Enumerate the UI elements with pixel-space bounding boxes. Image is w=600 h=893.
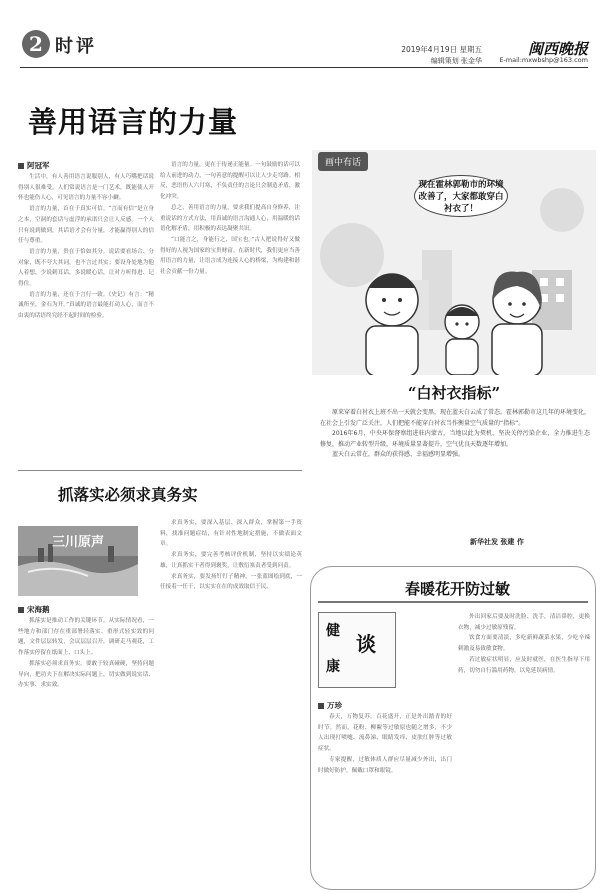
paragraph: 语言的力量，首在于真实可信。“言而有信”是立身之本，空洞的套话与虚浮的承诺只会让人反感。一个人只有说到做到，其话语才会有分量，才能赢得别人的信任与尊重。 <box>18 206 154 245</box>
health-column-1 <box>318 712 452 882</box>
comic-caption <box>320 408 590 461</box>
paragraph: 求真务实，要深入基层、深入群众，掌握第一手资料，找准问题症结，有针对性地制定措施，不做表面文章。 <box>160 520 302 548</box>
lead-byline: 阿冠军 <box>18 160 50 171</box>
second-byline: 宋海鹅 <box>18 604 50 615</box>
paragraph: 2016年6月，中央环保督察组进驻内蒙古，当地以此为契机，坚决关停污染企业，全力推进生态修复，推动产业转型升级，环境质量显著提升，空气优良天数逐年增加。 <box>320 430 590 448</box>
lead-column-1 <box>18 172 154 462</box>
paragraph: 语言的力量，更在于传递正能量。一句鼓励的话可以给人前进的动力，一句善意的提醒可以让人少走弯路。相反，恶语伤人六月寒，不负责任的言论只会制造矛盾、激化冲突。 <box>160 162 300 201</box>
paragraph: 求真务实，要完善考核评价机制，坚持以实绩论英雄，让真抓实干者得到褒奖，让敷衍塞责者受到问责。 <box>160 552 302 569</box>
paragraph: “口能言之，身能行之，国宝也。”古人把说得好又做得好的人视为国家的宝贵财富。在新时代，我们更应当善用语言的力量，让语言成为连接人心的桥梁，为构建和谐社会贡献一份力量。 <box>160 236 300 276</box>
second-column-2 <box>160 518 302 888</box>
talk-logo-char: 健 <box>326 623 340 639</box>
second-column-1 <box>18 616 154 888</box>
lead-headline: 善用语言的力量 <box>28 105 239 139</box>
column-photo-label: 三川原声 <box>52 535 105 550</box>
page-header <box>0 0 600 70</box>
health-byline: 万珍 <box>318 700 342 711</box>
paragraph: 语言的力量，贵在于恰如其分。说话要看场合、分对象，既不夸大其词，也不言过其实；要设身处地为他人着想，少说刺耳话，多说暖心话，让对方听得进、记得住。 <box>18 248 154 288</box>
paragraph: 春天，万物复苏，百花盛开，正是外出踏青的好时节。然而，花粉、柳絮等过敏原也随之增多，不少人出现打喷嚏、流鼻涕、眼睛发痒、皮肤红肿等过敏症状。 <box>318 714 452 753</box>
paragraph: 总之，善用语言的力量，要求我们提高自身修养，注重说话的方式方法，用真诚的语言沟通人心，用温暖的话语化解矛盾，用积极的表达凝聚共识。 <box>160 204 300 233</box>
paragraph: 专家提醒，过敏体质人群应尽量减少外出，出门时做好防护，佩戴口罩和眼镜。 <box>318 756 452 774</box>
paragraph: 饮食方面要清淡，多吃新鲜蔬菜水果，少吃辛辣刺激及易致敏食物。 <box>458 635 590 653</box>
lead-column-2 <box>160 160 300 460</box>
comic-tag: 画中有话 <box>318 152 368 171</box>
paragraph: 语言的力量，还在于言行一致。《史记》有言：“精诚所至，金石为开。”真诚的语言最能打动人心，而言不由衷的话语终究经不起时间的检验。 <box>18 291 154 320</box>
second-headline: 抓落实必须求真务实 <box>58 485 198 504</box>
paragraph: 抓落实是推动工作的关键环节。从实际情况看，一些地方和部门存在重部署轻落实、重形式轻实效的问题，文件层层转发，会议层层召开，调研走马观花，工作落实停留在纸面上、口头上。 <box>18 618 154 657</box>
paragraph: 生活中，有人善用语言说服别人，有人巧嘴把话说得别人很难受。人们常说语言是一门艺术，既能使人开怀也能伤人心，可见语言的力量不容小觑。 <box>18 174 154 202</box>
comic-title: “白衬衣指标” <box>407 384 501 402</box>
talk-logo-char: 谈 <box>356 632 376 656</box>
page-number-badge: 2 <box>22 30 50 58</box>
comic-author-credit: 新华社发 张建 作 <box>470 538 524 546</box>
section-title: 时评 <box>55 36 97 57</box>
health-headline: 春暖花开防过敏 <box>405 580 511 598</box>
issue-date: 2019年4月19日 星期五 <box>401 45 482 54</box>
paragraph: 外出回家后要及时洗脸、洗手，清洁鼻腔，更换衣物，减少过敏原残留。 <box>458 614 590 631</box>
editor-credit: 编辑策划 张金华 <box>430 57 482 65</box>
speech-bubble: 现在霍林郭勒市的环境改善了，大家都敢穿白衬衣了！ <box>414 175 508 217</box>
paragraph: 求真务实，要发扬钉钉子精神，一张蓝图绘到底，一任接着一任干，以实实在在的成效取信于民。 <box>160 573 302 591</box>
contact-email: E-mail:mxwbshp@163.com <box>499 56 588 64</box>
paragraph: 抓落实必须求真务实，要敢于较真碰硬，坚持问题导向，把功夫下在解决实际问题上，切实做到说实话、办实事、求实效。 <box>18 660 154 689</box>
divider <box>18 470 302 471</box>
paragraph: 原来穿着白衬衣上班不出一天就会变黑，现在蓝天白云成了常态。霍林郭勒市这几年的环境变化，在社会上引发广泛关注，人们把能不能穿白衬衣当作衡量空气质量的“指标”。 <box>320 409 591 427</box>
header-rule <box>20 67 588 68</box>
health-column-2 <box>458 612 590 882</box>
paragraph: 若过敏症状明显，应及时就医，在医生指导下用药，切勿自行滥用药物，以免延误病情。 <box>458 656 590 674</box>
health-title-rule <box>318 601 588 603</box>
newspaper-masthead: 闽西晚报 <box>527 40 588 58</box>
paragraph: 蓝天白云常在，群众的获得感、幸福感明显增强。 <box>332 451 465 458</box>
talk-logo-char: 康 <box>326 659 340 675</box>
